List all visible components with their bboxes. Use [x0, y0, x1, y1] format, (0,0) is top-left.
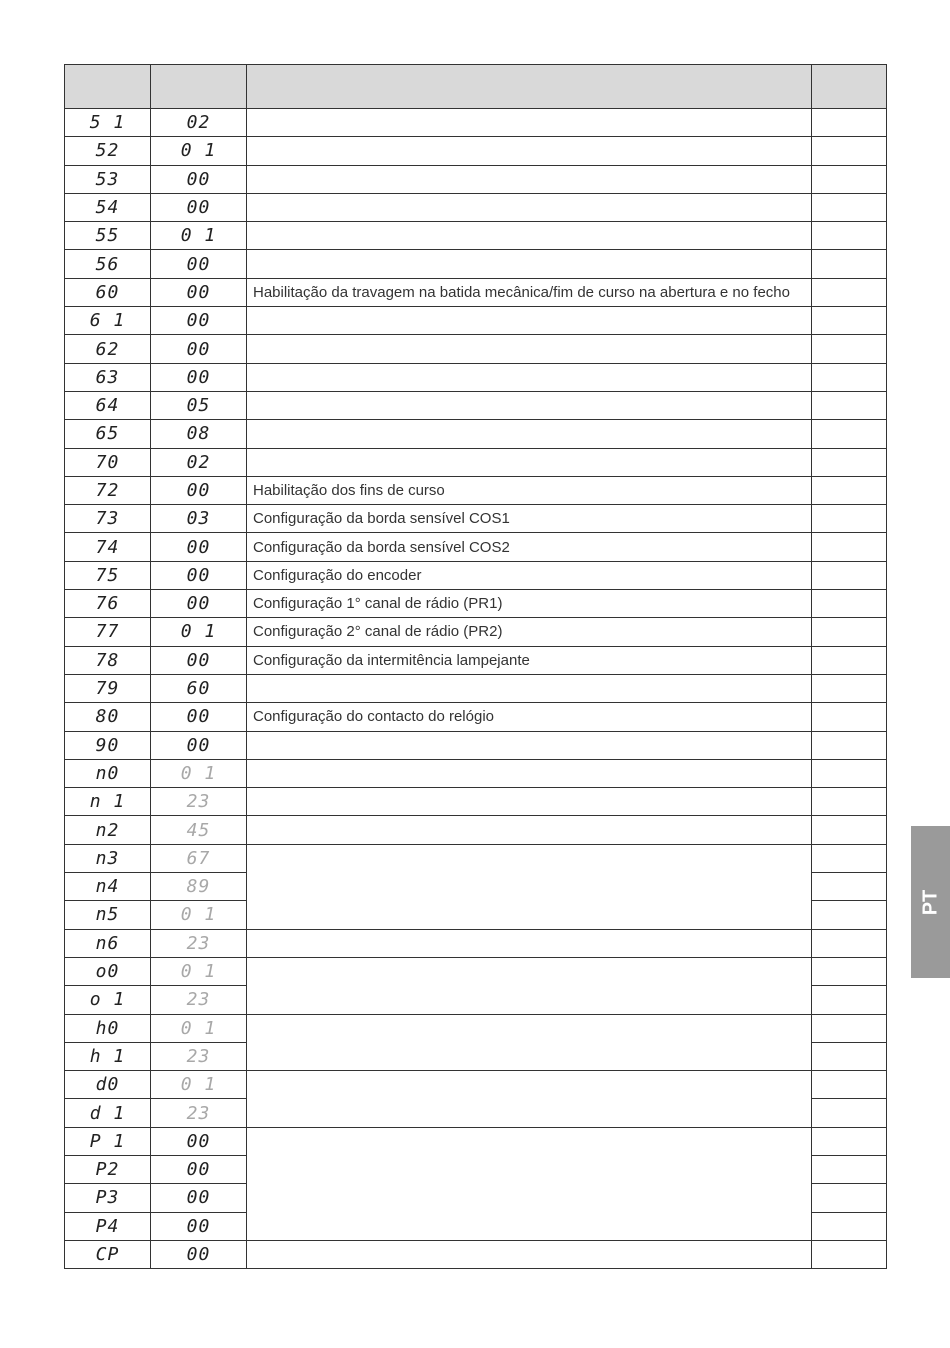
parameter-code: 55 [65, 222, 151, 250]
table-row [65, 703, 887, 731]
parameter-code: h0 [65, 1014, 151, 1042]
default-value: 23 [151, 1099, 247, 1127]
parameter-description [247, 1240, 812, 1268]
setting-cell [812, 363, 887, 391]
default-value: 02 [151, 109, 247, 137]
table-row [65, 1240, 887, 1268]
table-row [65, 844, 887, 872]
table-row [65, 731, 887, 759]
default-value: 00 [151, 1127, 247, 1155]
table-row [65, 1127, 887, 1155]
setting-cell [812, 1240, 887, 1268]
parameter-description: Configuração do contacto do relógio [247, 703, 812, 731]
parameter-description: Configuração 1° canal de rádio (PR1) [247, 590, 812, 618]
default-value: 45 [151, 816, 247, 844]
table-row [65, 618, 887, 646]
header-cell [65, 65, 151, 109]
table-row [65, 137, 887, 165]
setting-cell [812, 929, 887, 957]
table-row [65, 307, 887, 335]
parameter-code: n2 [65, 816, 151, 844]
parameter-code: 60 [65, 278, 151, 306]
header-cell [247, 65, 812, 109]
table-header-row [65, 65, 887, 109]
parameter-code: 78 [65, 646, 151, 674]
parameter-description [247, 335, 812, 363]
table-row [65, 759, 887, 787]
parameter-description: Configuração da borda sensível COS2 [247, 533, 812, 561]
setting-cell [812, 561, 887, 589]
parameter-description: Configuração da borda sensível COS1 [247, 505, 812, 533]
parameter-code: 72 [65, 476, 151, 504]
parameter-code: n6 [65, 929, 151, 957]
parameter-code: P 1 [65, 1127, 151, 1155]
table-row [65, 646, 887, 674]
table-row [65, 109, 887, 137]
default-value: 23 [151, 986, 247, 1014]
setting-cell [812, 957, 887, 985]
parameter-code: n5 [65, 901, 151, 929]
setting-cell [812, 250, 887, 278]
default-value: 00 [151, 307, 247, 335]
setting-cell [812, 759, 887, 787]
table-row [65, 1014, 887, 1042]
setting-cell [812, 448, 887, 476]
setting-cell [812, 901, 887, 929]
parameter-code: P4 [65, 1212, 151, 1240]
parameter-description [247, 788, 812, 816]
parameter-description [247, 420, 812, 448]
setting-cell [812, 1099, 887, 1127]
setting-cell [812, 193, 887, 221]
setting-cell [812, 986, 887, 1014]
parameter-code: d0 [65, 1071, 151, 1099]
parameter-description [247, 193, 812, 221]
default-value: 00 [151, 1240, 247, 1268]
parameter-description [247, 844, 812, 929]
table-row [65, 391, 887, 419]
setting-cell [812, 1014, 887, 1042]
parameter-description [247, 109, 812, 137]
default-value: 00 [151, 703, 247, 731]
parameter-code: o 1 [65, 986, 151, 1014]
parameter-description [247, 1071, 812, 1128]
parameter-description [247, 674, 812, 702]
parameter-description [247, 363, 812, 391]
default-value: 00 [151, 278, 247, 306]
default-value: 89 [151, 873, 247, 901]
parameter-description [247, 929, 812, 957]
table-row [65, 816, 887, 844]
default-value: 0 1 [151, 1014, 247, 1042]
language-tab [911, 826, 950, 978]
setting-cell [812, 703, 887, 731]
setting-cell [812, 873, 887, 901]
setting-cell [812, 335, 887, 363]
parameter-description [247, 448, 812, 476]
default-value: 00 [151, 590, 247, 618]
setting-cell [812, 420, 887, 448]
table-row [65, 674, 887, 702]
setting-cell [812, 590, 887, 618]
parameter-description [247, 1127, 812, 1240]
table-row [65, 222, 887, 250]
parameter-code: 6 1 [65, 307, 151, 335]
setting-cell [812, 533, 887, 561]
parameter-code: 80 [65, 703, 151, 731]
parameter-code: P3 [65, 1184, 151, 1212]
parameter-description [247, 391, 812, 419]
default-value: 03 [151, 505, 247, 533]
parameter-code: 74 [65, 533, 151, 561]
default-value: 0 1 [151, 1071, 247, 1099]
parameter-code: 62 [65, 335, 151, 363]
table-row [65, 363, 887, 391]
parameter-code: n 1 [65, 788, 151, 816]
parameter-code: P2 [65, 1155, 151, 1183]
table-row [65, 505, 887, 533]
table-row [65, 929, 887, 957]
parameter-code: 65 [65, 420, 151, 448]
default-value: 00 [151, 1184, 247, 1212]
default-value: 60 [151, 674, 247, 702]
setting-cell [812, 505, 887, 533]
table-row [65, 193, 887, 221]
parameter-code: 73 [65, 505, 151, 533]
setting-cell [812, 788, 887, 816]
parameter-code: 56 [65, 250, 151, 278]
header-cell [812, 65, 887, 109]
setting-cell [812, 1184, 887, 1212]
setting-cell [812, 391, 887, 419]
setting-cell [812, 476, 887, 504]
default-value: 00 [151, 363, 247, 391]
parameter-description [247, 759, 812, 787]
parameter-description [247, 165, 812, 193]
parameter-description: Habilitação dos fins de curso [247, 476, 812, 504]
parameter-code: 52 [65, 137, 151, 165]
parameter-description [247, 307, 812, 335]
default-value: 00 [151, 335, 247, 363]
parameter-code: CP [65, 1240, 151, 1268]
setting-cell [812, 165, 887, 193]
table-row [65, 1071, 887, 1099]
table-row [65, 476, 887, 504]
table-body [65, 109, 887, 1269]
default-value: 0 1 [151, 618, 247, 646]
parameter-code: n4 [65, 873, 151, 901]
parameter-code: d 1 [65, 1099, 151, 1127]
default-value: 00 [151, 165, 247, 193]
table-row [65, 533, 887, 561]
setting-cell [812, 307, 887, 335]
default-value: 00 [151, 1212, 247, 1240]
parameter-code: 54 [65, 193, 151, 221]
table-row [65, 335, 887, 363]
setting-cell [812, 816, 887, 844]
default-value: 00 [151, 731, 247, 759]
parameter-description: Configuração 2° canal de rádio (PR2) [247, 618, 812, 646]
parameter-description [247, 731, 812, 759]
parameter-code: 5 1 [65, 109, 151, 137]
parameter-code: 53 [65, 165, 151, 193]
default-value: 00 [151, 561, 247, 589]
setting-cell [812, 1127, 887, 1155]
setting-cell [812, 1155, 887, 1183]
default-value: 00 [151, 646, 247, 674]
setting-cell [812, 844, 887, 872]
parameter-code: 70 [65, 448, 151, 476]
table-row [65, 278, 887, 306]
setting-cell [812, 618, 887, 646]
setting-cell [812, 137, 887, 165]
parameter-code: 90 [65, 731, 151, 759]
parameter-description: Configuração do encoder [247, 561, 812, 589]
default-value: 0 1 [151, 759, 247, 787]
parameter-code: 76 [65, 590, 151, 618]
parameter-description: Configuração da intermitência lampejante [247, 646, 812, 674]
parameter-code: 63 [65, 363, 151, 391]
parameter-description [247, 816, 812, 844]
default-value: 00 [151, 1155, 247, 1183]
parameter-code: 77 [65, 618, 151, 646]
setting-cell [812, 1212, 887, 1240]
setting-cell [812, 646, 887, 674]
default-value: 67 [151, 844, 247, 872]
language-tab-label: PT [919, 889, 941, 915]
default-value: 23 [151, 929, 247, 957]
parameter-description: Habilitação da travagem na batida mecânica/fim de curso na abertura e no fecho [247, 278, 812, 306]
table-row [65, 448, 887, 476]
table-row [65, 420, 887, 448]
default-value: 23 [151, 1042, 247, 1070]
default-value: 0 1 [151, 137, 247, 165]
setting-cell [812, 109, 887, 137]
setting-cell [812, 674, 887, 702]
table-row [65, 165, 887, 193]
default-value: 02 [151, 448, 247, 476]
default-value: 00 [151, 193, 247, 221]
parameter-code: o0 [65, 957, 151, 985]
parameter-description [247, 222, 812, 250]
default-value: 08 [151, 420, 247, 448]
parameter-code: n3 [65, 844, 151, 872]
setting-cell [812, 1042, 887, 1070]
default-value: 00 [151, 533, 247, 561]
table-row [65, 250, 887, 278]
default-value: 0 1 [151, 957, 247, 985]
table-row [65, 957, 887, 985]
parameters-table [64, 64, 887, 1269]
parameter-description [247, 1014, 812, 1071]
setting-cell [812, 222, 887, 250]
setting-cell [812, 278, 887, 306]
default-value: 23 [151, 788, 247, 816]
parameter-code: 75 [65, 561, 151, 589]
parameter-code: h 1 [65, 1042, 151, 1070]
setting-cell [812, 1071, 887, 1099]
parameter-description [247, 957, 812, 1014]
table-row [65, 590, 887, 618]
table-row [65, 788, 887, 816]
default-value: 0 1 [151, 222, 247, 250]
default-value: 0 1 [151, 901, 247, 929]
parameter-description [247, 137, 812, 165]
header-cell [151, 65, 247, 109]
default-value: 00 [151, 250, 247, 278]
parameter-code: 79 [65, 674, 151, 702]
parameter-code: n0 [65, 759, 151, 787]
parameter-description [247, 250, 812, 278]
setting-cell [812, 731, 887, 759]
default-value: 05 [151, 391, 247, 419]
default-value: 00 [151, 476, 247, 504]
table-row [65, 561, 887, 589]
parameter-code: 64 [65, 391, 151, 419]
